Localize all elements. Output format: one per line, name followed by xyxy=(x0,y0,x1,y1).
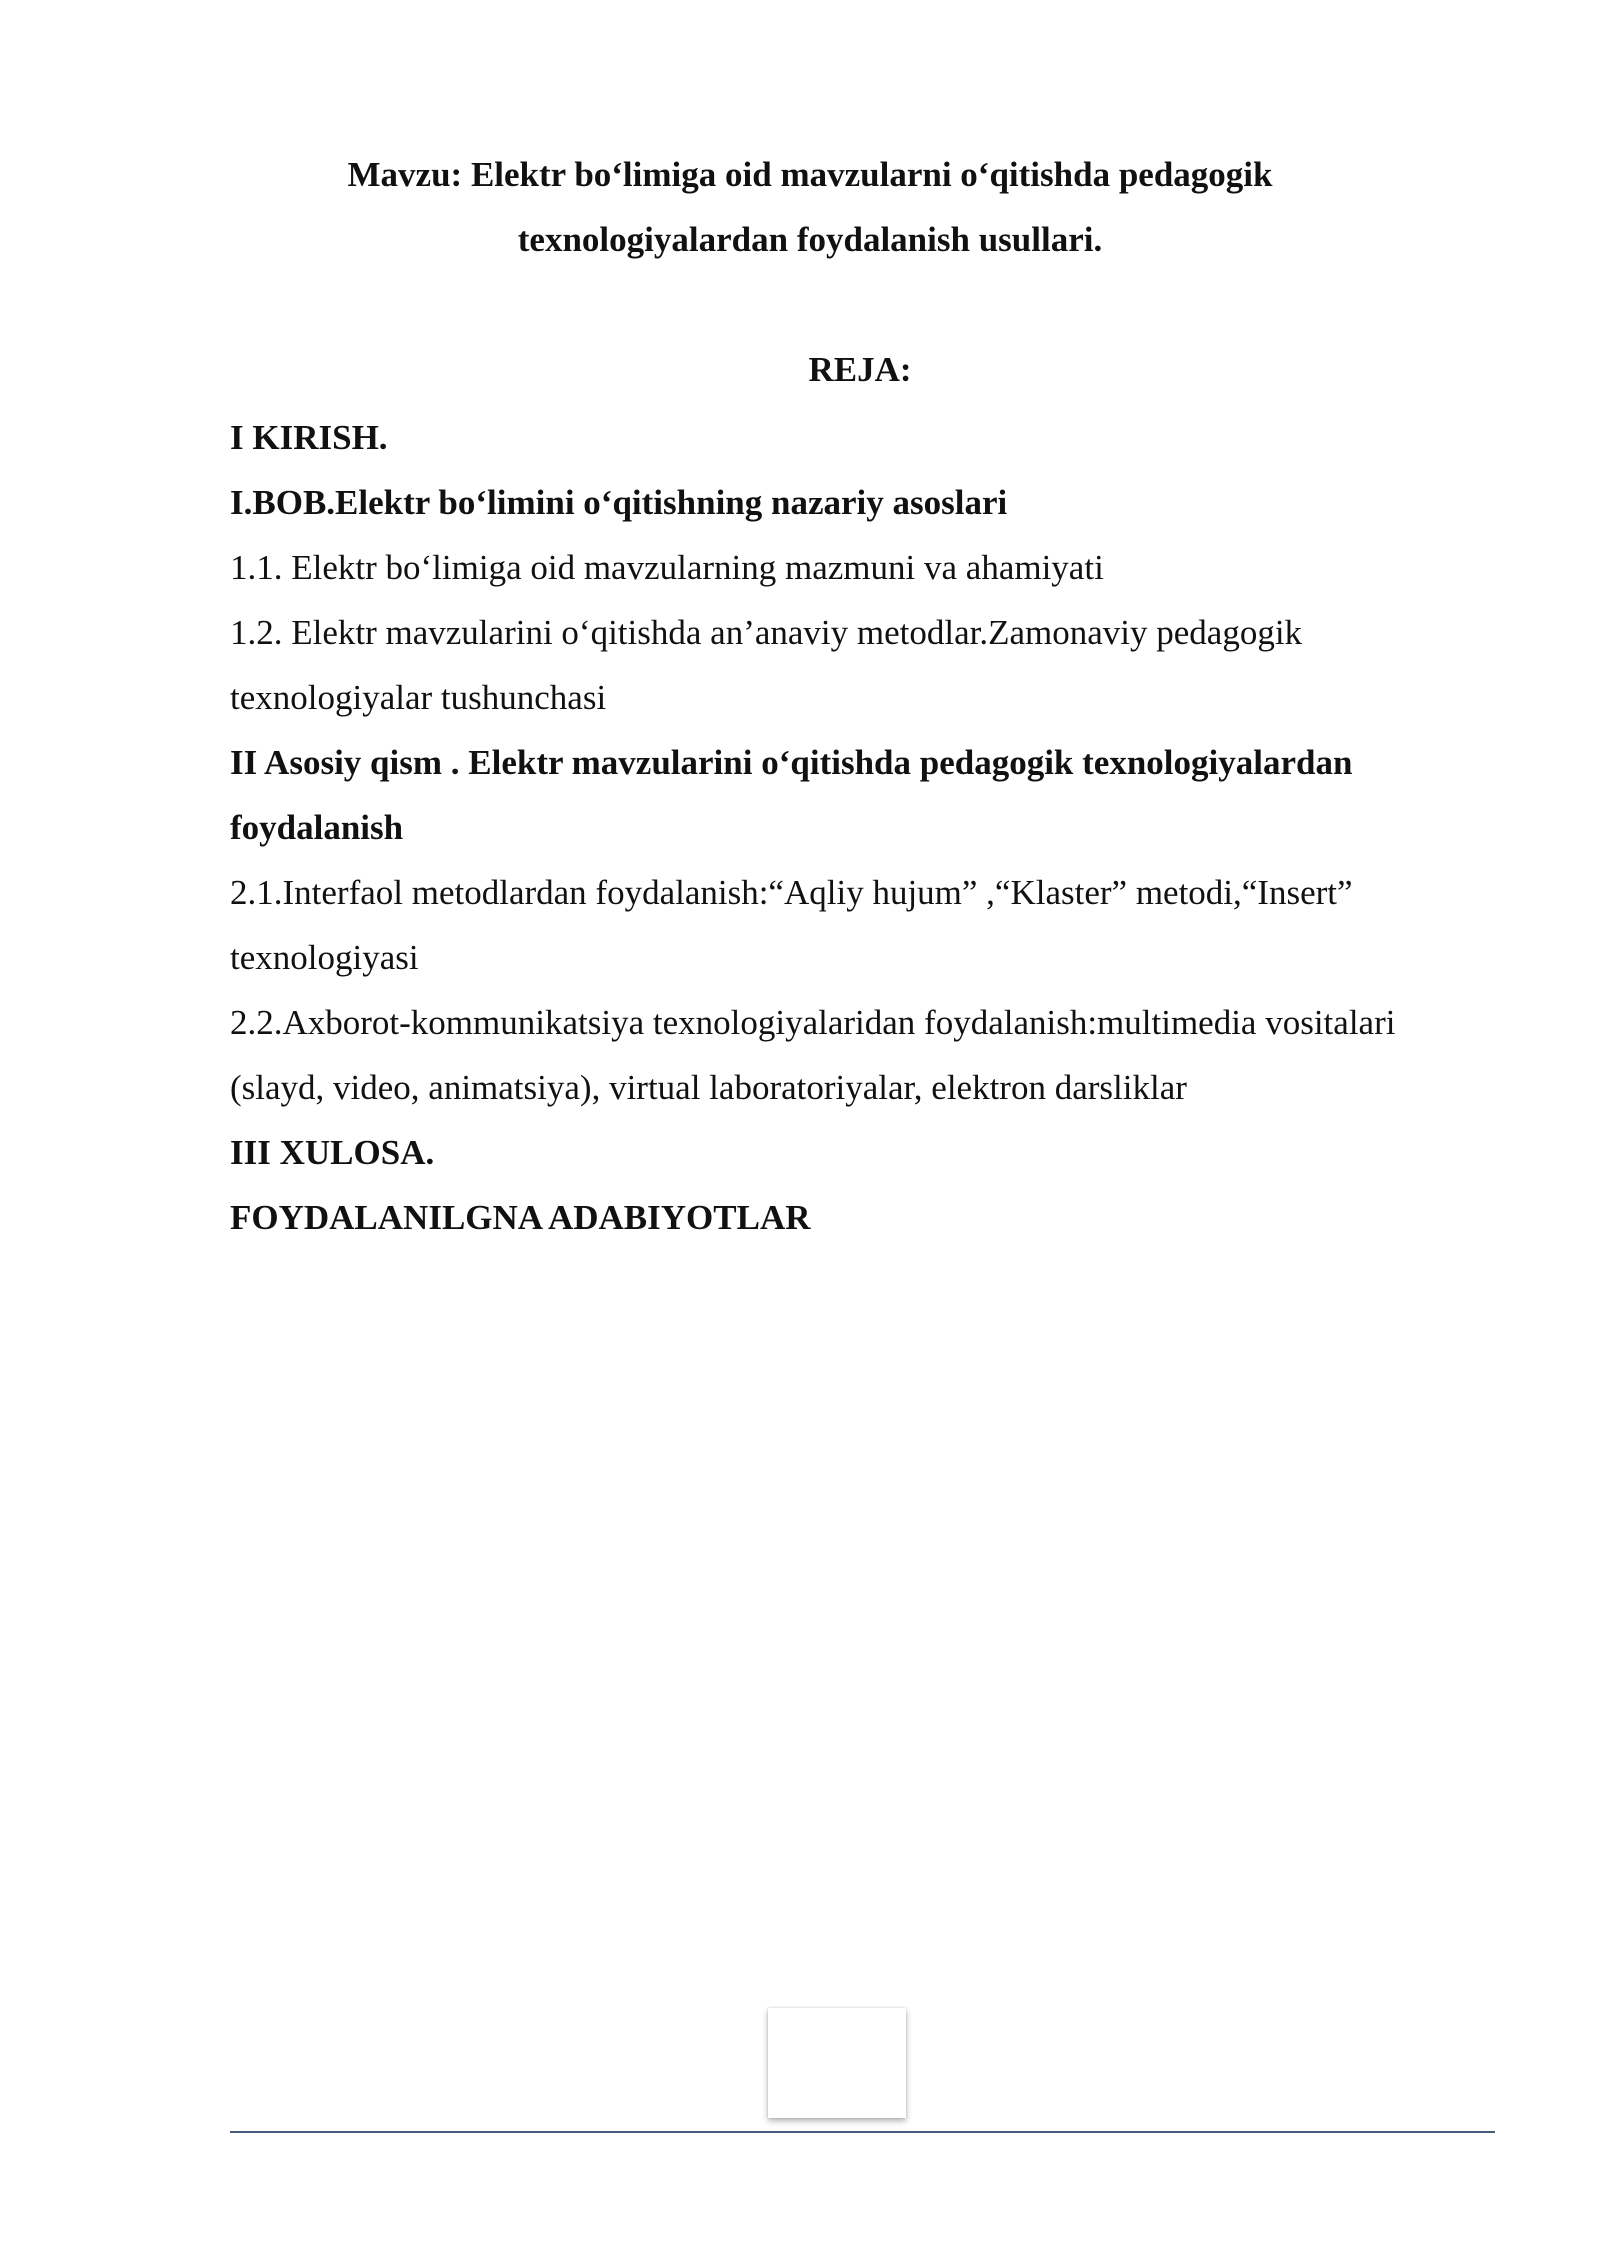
toc-section-2-1: 2.1.Interfaol metodlardan foydalanish:“Aqliy hujum” ,“Klaster” metodi,“Insert” xyxy=(230,873,1353,912)
document-title-line-1: Mavzu: Elektr bo‘limiga oid mavzularni o‘qitishda pedagogik xyxy=(347,155,1273,194)
document-title-line-2: texnologiyalardan foydalanish usullari. xyxy=(517,220,1103,259)
toc-section-1-1: 1.1. Elektr bo‘limiga oid mavzularning mazmuni va ahamiyati xyxy=(230,548,1104,587)
toc-references: FOYDALANILGNA ADABIYOTLAR xyxy=(230,1198,811,1237)
page-number-box xyxy=(768,2008,906,2118)
plan-heading: REJA: xyxy=(808,350,912,389)
toc-chapter-2-continued: foydalanish xyxy=(230,808,404,847)
toc-section-1-2-continued: texnologiyalar tushunchasi xyxy=(230,678,607,717)
toc-section-2-1-continued: texnologiyasi xyxy=(230,938,419,977)
footer-rule xyxy=(230,2131,1495,2133)
toc-section-2-2-continued: (slayd, video, animatsiya), virtual laboratoriyalar, elektron darsliklar xyxy=(230,1068,1187,1107)
toc-section-2-2: 2.2.Axborot-kommunikatsiya texnologiyalaridan foydalanish:multimedia vositalari xyxy=(230,1003,1396,1042)
toc-introduction: I KIRISH. xyxy=(230,418,388,457)
toc-chapter-2: II Asosiy qism . Elektr mavzularini o‘qitishda pedagogik texnologiyalardan xyxy=(230,743,1353,782)
toc-section-1-2: 1.2. Elektr mavzularini o‘qitishda an’anaviy metodlar.Zamonaviy pedagogik xyxy=(230,613,1303,652)
toc-chapter-1: I.BOB.Elektr bo‘limini o‘qitishning nazariy asoslari xyxy=(230,483,1008,522)
toc-conclusion: III XULOSA. xyxy=(230,1133,435,1172)
